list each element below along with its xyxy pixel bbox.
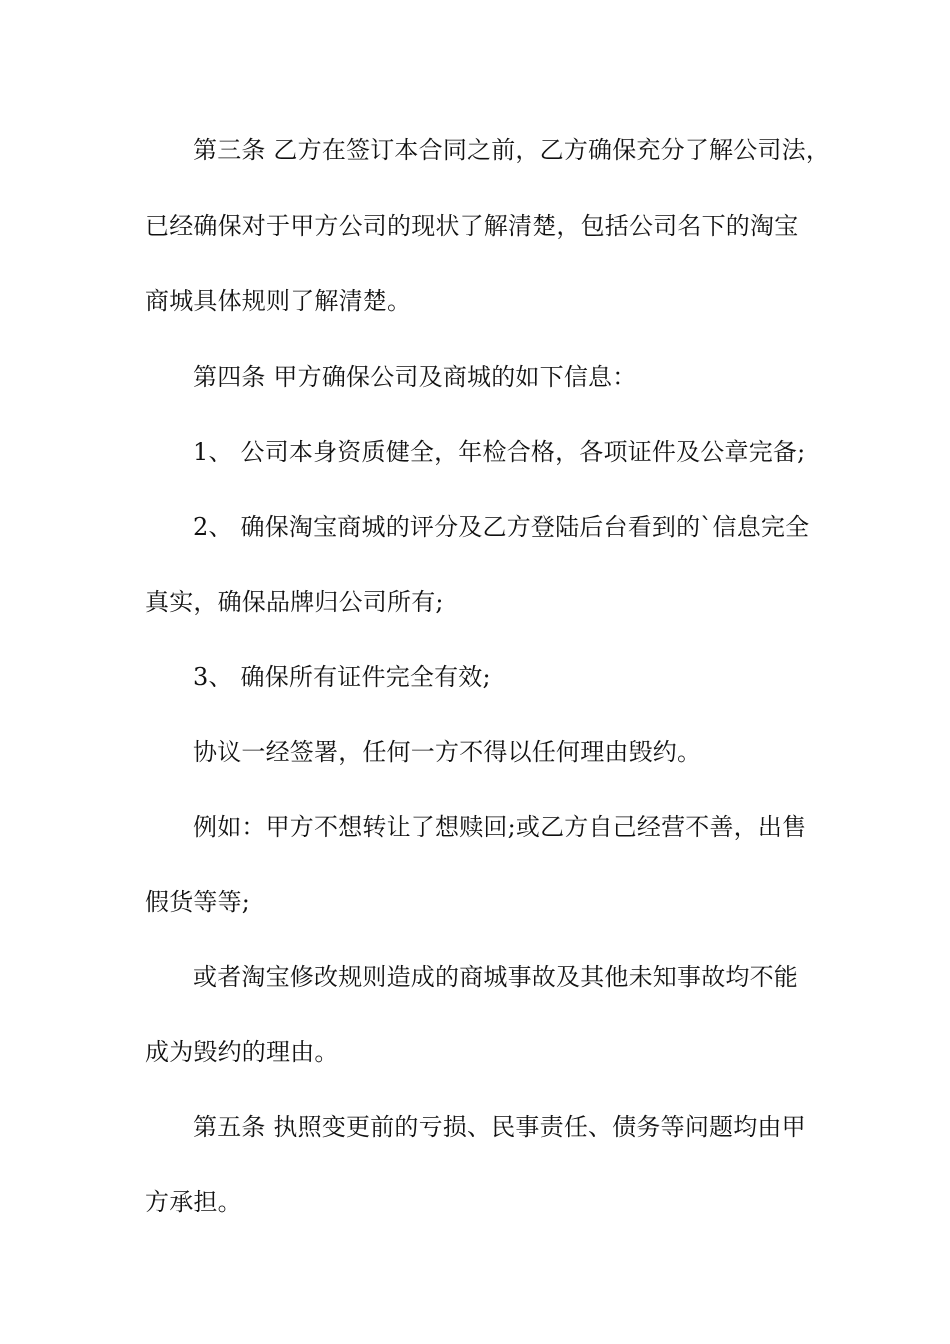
rule-change-line-1: 或者淘宝修改规则造成的商城事故及其他未知事故均不能 [193, 963, 798, 991]
example-line-1: 例如：甲方不想转让了想赎回;或乙方自己经营不善，出售 [193, 813, 807, 841]
rule-change-line-2: 成为毁约的理由。 [145, 1038, 339, 1066]
agreement-clause: 协议一经签署，任何一方不得以任何理由毁约。 [193, 738, 702, 766]
article-4-heading: 第四条 甲方确保公司及商城的如下信息： [193, 363, 637, 391]
article-4-item-3: 3、 确保所有证件完全有效; [193, 663, 491, 691]
article-4-item-1: 1、 公司本身资质健全，年检合格，各项证件及公章完备; [193, 438, 806, 466]
article-4-item-2-line-2: 真实，确保品牌归公司所有; [145, 588, 444, 616]
example-line-2: 假货等等; [145, 888, 251, 916]
article-4-item-2-line-1: 2、 确保淘宝商城的评分及乙方登陆后台看到的`信息完全 [193, 513, 810, 541]
article-3-line-1: 第三条 乙方在签订本合同之前，乙方确保充分了解公司法， [193, 136, 831, 164]
article-5-line-2: 方承担。 [145, 1188, 242, 1216]
article-3-line-2: 已经确保对于甲方公司的现状了解清楚，包括公司名下的淘宝 [145, 212, 799, 240]
article-3-line-3: 商城具体规则了解清楚。 [145, 287, 412, 315]
article-5-line-1: 第五条 执照变更前的亏损、民事责任、债务等问题均由甲 [193, 1113, 806, 1141]
